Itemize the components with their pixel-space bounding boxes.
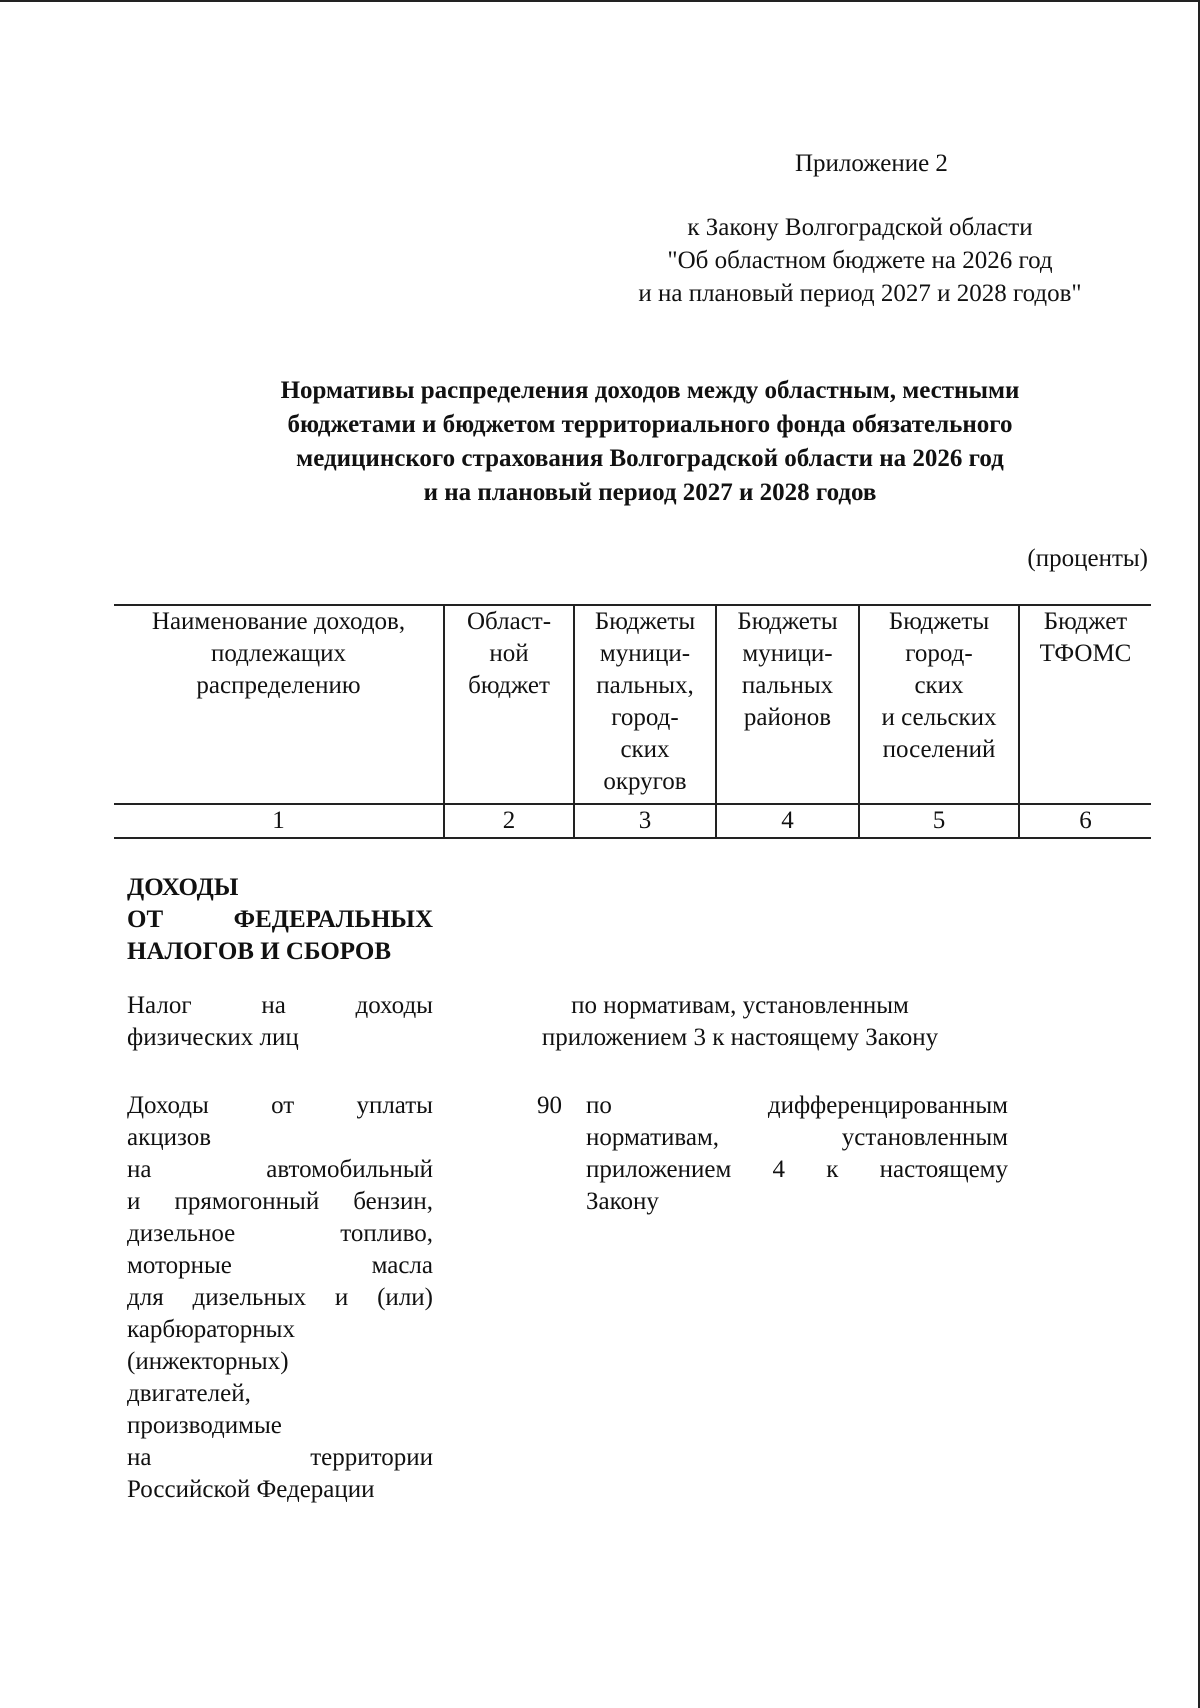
- word: ОТ: [127, 906, 164, 933]
- section-heading: [127, 872, 433, 968]
- income-name-line: [127, 1090, 433, 1122]
- column-header-income-name: Наименование доходов, подлежащих распределению: [114, 605, 444, 804]
- word: приложением: [586, 1156, 732, 1183]
- section-heading-line: НАЛОГОВ И СБОРОВ: [127, 938, 392, 965]
- word: на: [261, 992, 286, 1019]
- word: Доходы: [127, 1092, 209, 1119]
- word: топливо,: [340, 1220, 433, 1247]
- column-header-city-districts: Бюджеты муници- пальных, город- ских округов: [574, 605, 716, 804]
- law-reference-line: к Закону Волгоградской области: [687, 214, 1033, 241]
- table-header-row: [114, 605, 1151, 804]
- norm-reference-line: Закону: [586, 1188, 659, 1215]
- column-number: 4: [716, 804, 859, 838]
- norms-table: [114, 604, 1151, 839]
- law-reference-line: и на плановый период 2027 и 2028 годов": [638, 280, 1082, 307]
- word: доходы: [355, 992, 433, 1019]
- norm-reference-line: [586, 1090, 1008, 1122]
- word: от: [271, 1092, 295, 1119]
- norm-reference-line: [586, 1154, 1008, 1186]
- norm-reference-line: [586, 1122, 1008, 1154]
- word: ФЕДЕРАЛЬНЫХ: [233, 906, 433, 933]
- word: уплаты: [356, 1092, 433, 1119]
- column-number: 5: [859, 804, 1019, 838]
- word: Налог: [127, 992, 192, 1019]
- scan-border-top: [0, 0, 1200, 2]
- column-number-row: [114, 804, 1151, 838]
- column-header-regional-budget: Област- ной бюджет: [444, 605, 574, 804]
- word: дизельное: [127, 1220, 236, 1247]
- word: дизельных: [192, 1284, 307, 1311]
- word: для: [127, 1284, 164, 1311]
- column-number: 6: [1019, 804, 1151, 838]
- column-number: 1: [114, 804, 444, 838]
- norm-reference-appendix-4: [586, 1090, 1008, 1218]
- income-name-personal-income-tax: [127, 990, 433, 1054]
- income-name-line: производимые: [127, 1412, 282, 1439]
- column-header-settlements: Бюджеты город- ских и сельских поселений: [859, 605, 1019, 804]
- income-name-line: [127, 1250, 433, 1282]
- income-name-line: физических лиц: [127, 1024, 299, 1051]
- column-header-tfoms: Бюджет ТФОМС: [1019, 605, 1151, 804]
- section-heading-line: [127, 904, 433, 936]
- norm-reference-line: по нормативам, установленным: [571, 992, 909, 1019]
- word: бензин,: [353, 1188, 433, 1215]
- income-name-line: (инжекторных): [127, 1348, 289, 1375]
- section-heading-line: ДОХОДЫ: [127, 874, 239, 901]
- word: прямогонный: [174, 1188, 320, 1215]
- word: дифференцированным: [767, 1092, 1008, 1119]
- word: моторные: [127, 1252, 232, 1279]
- income-name-line: [127, 1186, 433, 1218]
- income-name-line: двигателей,: [127, 1380, 251, 1407]
- title-line: и на плановый период 2027 и 2028 годов: [423, 479, 877, 506]
- word: 4: [772, 1156, 786, 1183]
- law-reference: [560, 212, 1160, 311]
- word: и: [127, 1188, 141, 1215]
- word: автомобильный: [266, 1156, 433, 1183]
- income-name-line: [127, 1282, 433, 1314]
- word: (или): [377, 1284, 433, 1311]
- word: и: [334, 1284, 349, 1311]
- income-name-line: карбюраторных: [127, 1316, 295, 1343]
- word: масла: [371, 1252, 433, 1279]
- norm-reference-line: приложением 3 к настоящему Закону: [541, 1024, 939, 1051]
- income-name-line: [127, 1442, 433, 1474]
- word: настоящему: [879, 1156, 1008, 1183]
- title-line: медицинского страхования Волгоградской области на 2026 год: [296, 445, 1004, 472]
- income-name-line: акцизов: [127, 1124, 212, 1151]
- word: к: [826, 1156, 839, 1183]
- word: нормативам,: [586, 1124, 720, 1151]
- column-number: 3: [574, 804, 716, 838]
- appendix-label: Приложение 2: [795, 150, 948, 177]
- word: на: [127, 1444, 152, 1471]
- income-name-line: Российской Федерации: [127, 1476, 375, 1503]
- income-name-line: [127, 1218, 433, 1250]
- word: на: [127, 1156, 152, 1183]
- document-title: [140, 375, 1160, 511]
- norm-reference-appendix-3: [500, 990, 980, 1054]
- word: территории: [310, 1444, 433, 1471]
- regional-budget-percent: 90: [537, 1092, 562, 1119]
- law-reference-line: "Об областном бюджете на 2026 год: [667, 247, 1053, 274]
- title-line: Нормативы распределения доходов между областным, местными: [280, 377, 1020, 404]
- word: по: [586, 1092, 612, 1119]
- title-line: бюджетами и бюджетом территориального фонда обязательного: [287, 411, 1013, 438]
- income-name-line: [127, 1154, 433, 1186]
- income-name-fuel-excise: [127, 1090, 433, 1506]
- income-name-line: [127, 990, 433, 1022]
- column-header-municipal-districts: Бюджеты муници- пальных районов: [716, 605, 859, 804]
- units-label: (проценты): [1027, 545, 1148, 572]
- word: установленным: [841, 1124, 1008, 1151]
- column-number: 2: [444, 804, 574, 838]
